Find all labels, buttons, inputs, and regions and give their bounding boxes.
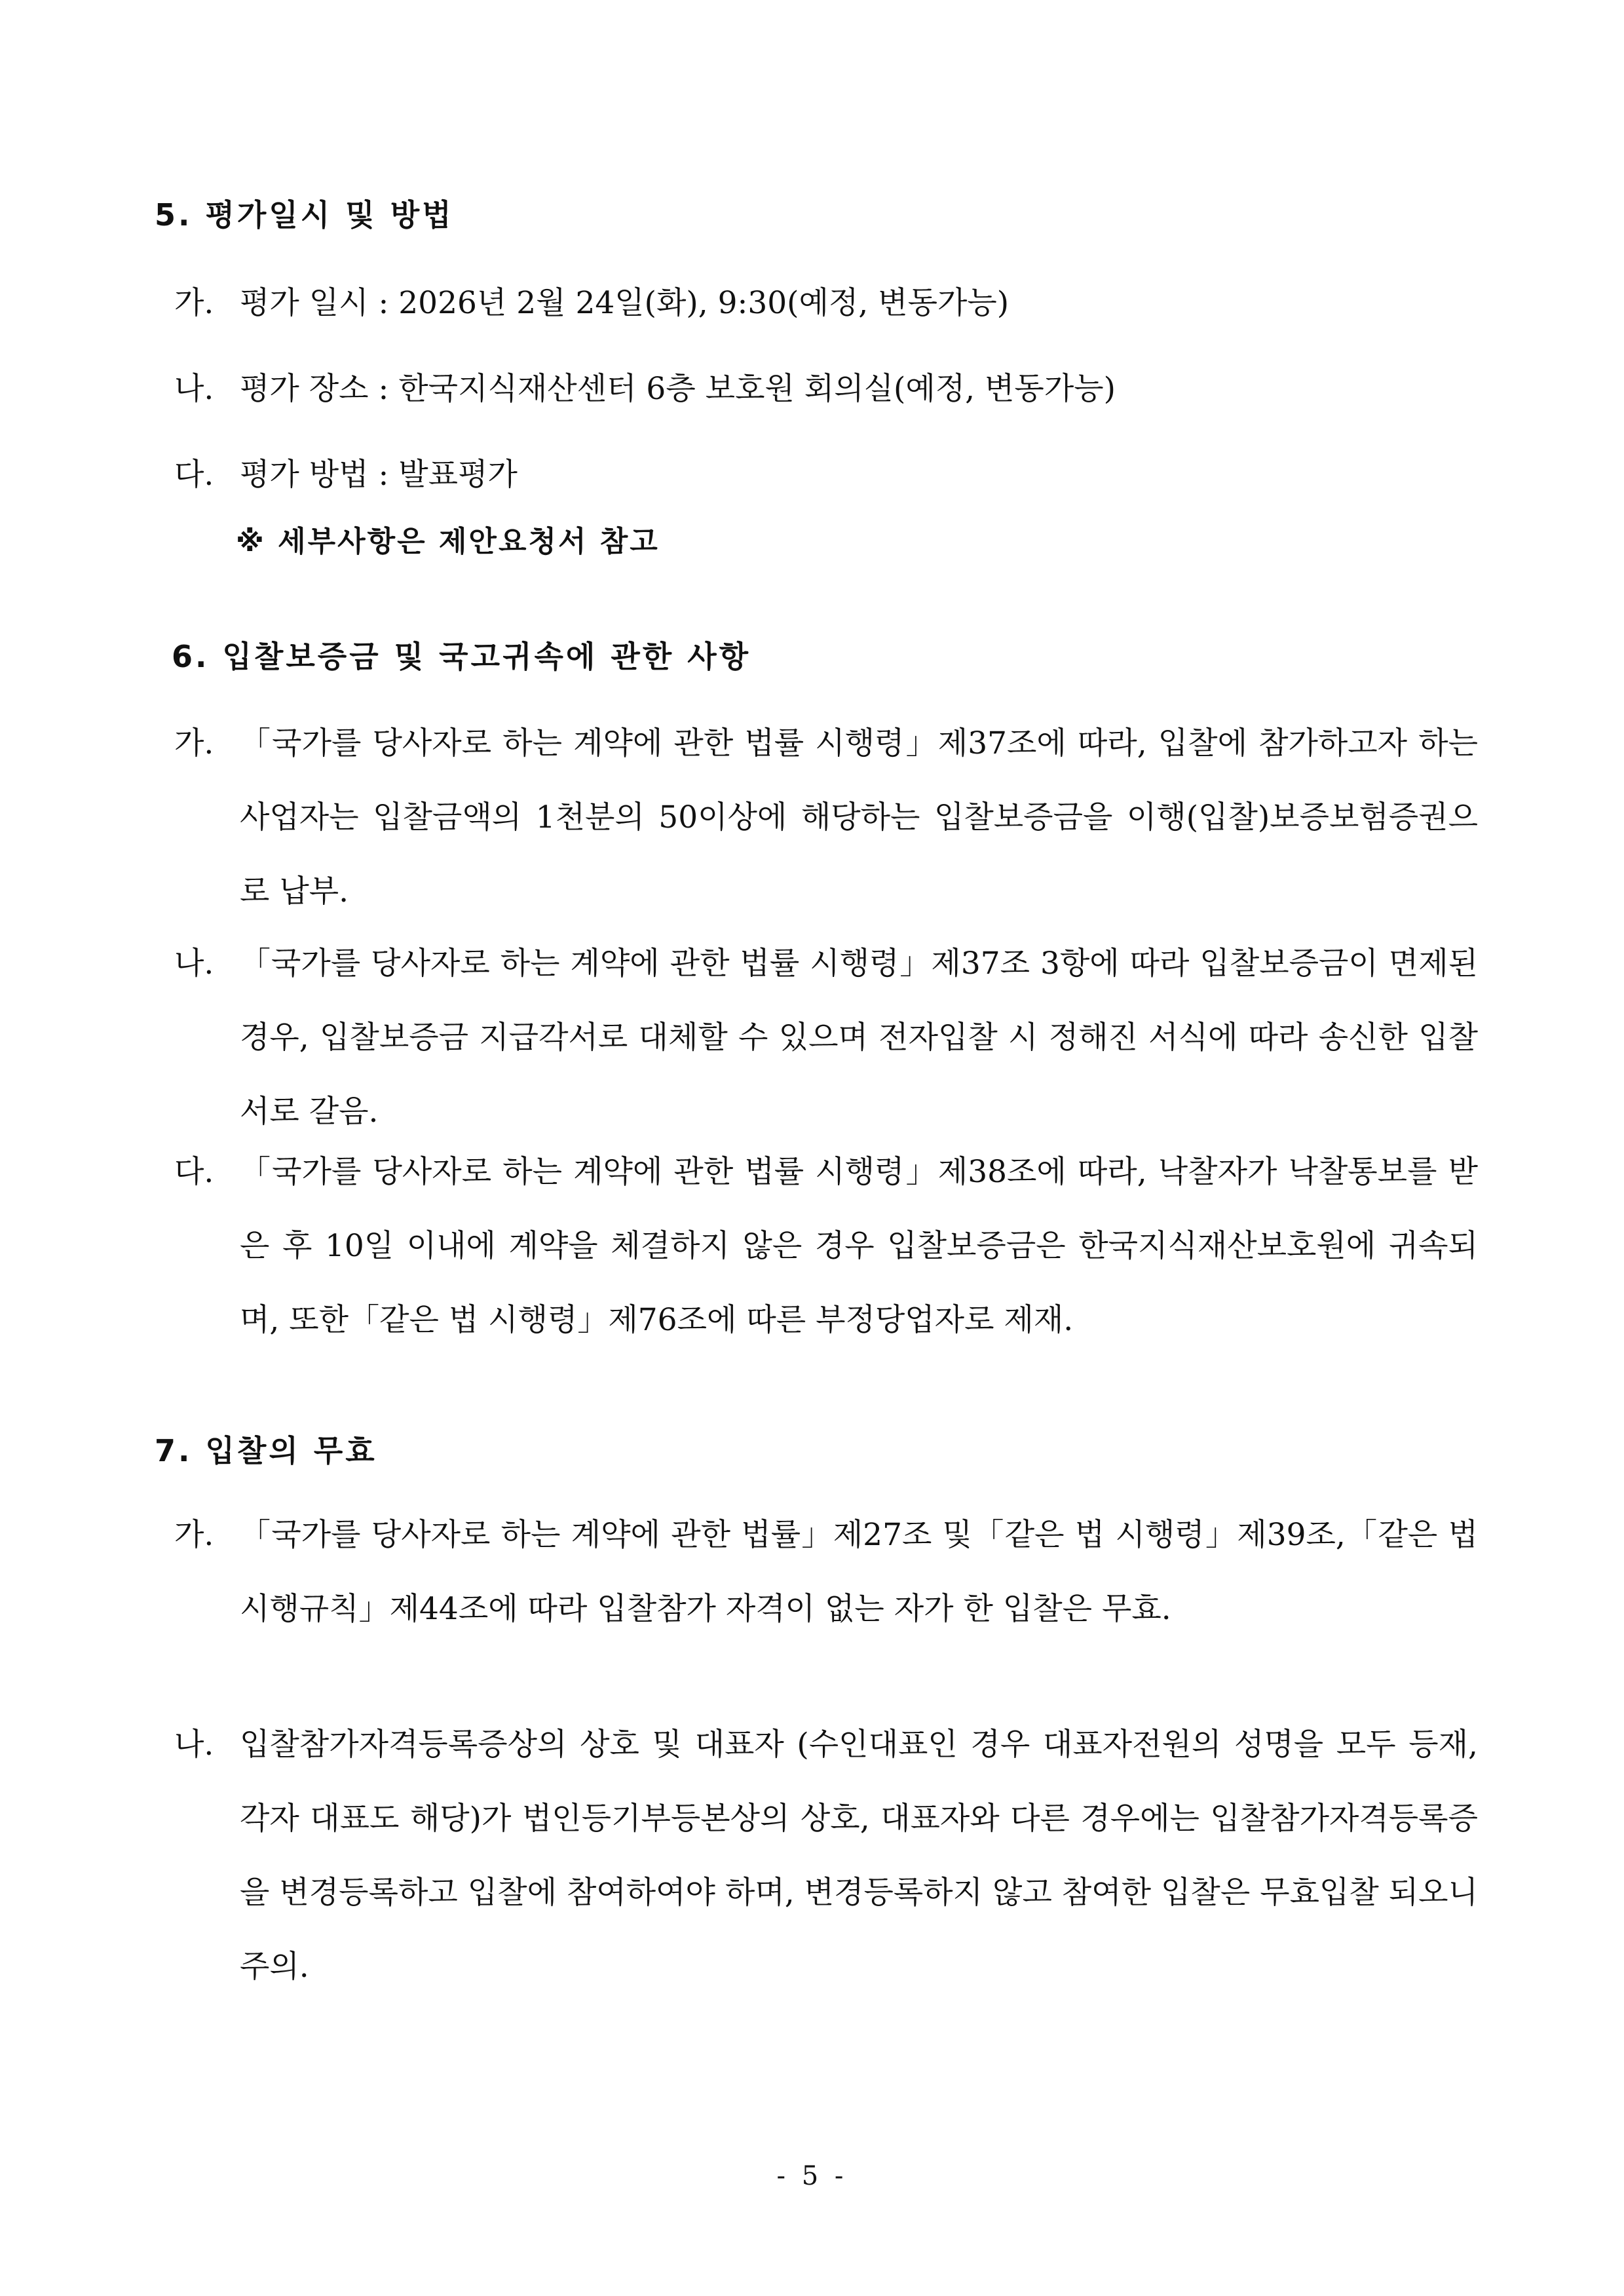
section-7-item-b [174, 1708, 1478, 2004]
item-label: 나. [174, 946, 214, 982]
section-6-item-a [174, 706, 1478, 928]
item-text: 입찰참가자격등록증상의 상호 및 대표자 (수인대표인 경우 대표자전원의 성명을 모두 등재, 각자 대표도 해당)가 법인등기부등본상의 상호, 대표자와 다른 경우에는 입찰참가자격등록증을 변경등록하고 입찰에 참여하여야 하며, 변경등록하지 않고 참여한 입찰은 무효입찰 되오니 주의. [240, 1727, 1478, 1985]
item-label: 나. [174, 371, 214, 407]
item-label: 다. [174, 1154, 214, 1190]
section-7-heading: 7. 입찰의 무효 [155, 1433, 377, 1468]
item-text: 평가 방법 : 발표평가 [240, 457, 518, 493]
item-text: 「국가를 당사자로 하는 계약에 관한 법률 시행령」제37조 3항에 따라 입찰보증금이 면제된 경우, 입찰보증금 지급각서로 대체할 수 있으며 전자입찰 시 정해진 서식에 따라 송신한 입찰서로 갈음. [240, 946, 1478, 1130]
item-text: 「국가를 당사자로 하는 계약에 관한 법률 시행령」제38조에 따라, 낙찰자가 낙찰통보를 받은 후 10일 이내에 계약을 체결하지 않은 경우 입찰보증금은 한국지식재산보호원에 귀속되며, 또한「같은 법 시행령」제76조에 따른 부정당업자로 제재. [240, 1154, 1478, 1338]
section-6-item-b [174, 927, 1478, 1149]
section-5-item-a [174, 266, 1478, 340]
item-label: 가. [174, 725, 214, 761]
item-label: 다. [174, 457, 214, 493]
item-text: 「국가를 당사자로 하는 계약에 관한 법률 시행령」제37조에 따라, 입찰에 참가하고자 하는 사업자는 입찰금액의 1천분의 50이상에 해당하는 입찰보증금을 이행(입찰)보증보험증권으로 납부. [240, 725, 1478, 909]
section-6-heading: 6. 입찰보증금 및 국고귀속에 관한 사항 [172, 639, 751, 674]
item-text: 평가 장소 : 한국지식재산센터 6층 보호원 회의실(예정, 변동가능) [240, 371, 1116, 407]
section-6-item-c [174, 1135, 1478, 1357]
item-label: 가. [174, 1517, 214, 1553]
page-number: - 5 - [776, 2161, 848, 2191]
section-5-note: ※ 세부사항은 제안요청서 참고 [236, 525, 660, 558]
section-5-item-c [174, 438, 1478, 512]
section-7-item-a [174, 1498, 1478, 1646]
section-5-heading: 5. 평가일시 및 방법 [155, 197, 454, 233]
item-label: 나. [174, 1727, 214, 1763]
item-text: 「국가를 당사자로 하는 계약에 관한 법률」제27조 및「같은 법 시행령」제39조,「같은 법 시행규칙」제44조에 따라 입찰참가 자격이 없는 자가 한 입찰은 무효. [240, 1517, 1478, 1627]
item-label: 가. [174, 285, 214, 321]
section-5-item-b [174, 352, 1478, 426]
item-text: 평가 일시 : 2026년 2월 24일(화), 9:30(예정, 변동가능) [240, 285, 1010, 321]
